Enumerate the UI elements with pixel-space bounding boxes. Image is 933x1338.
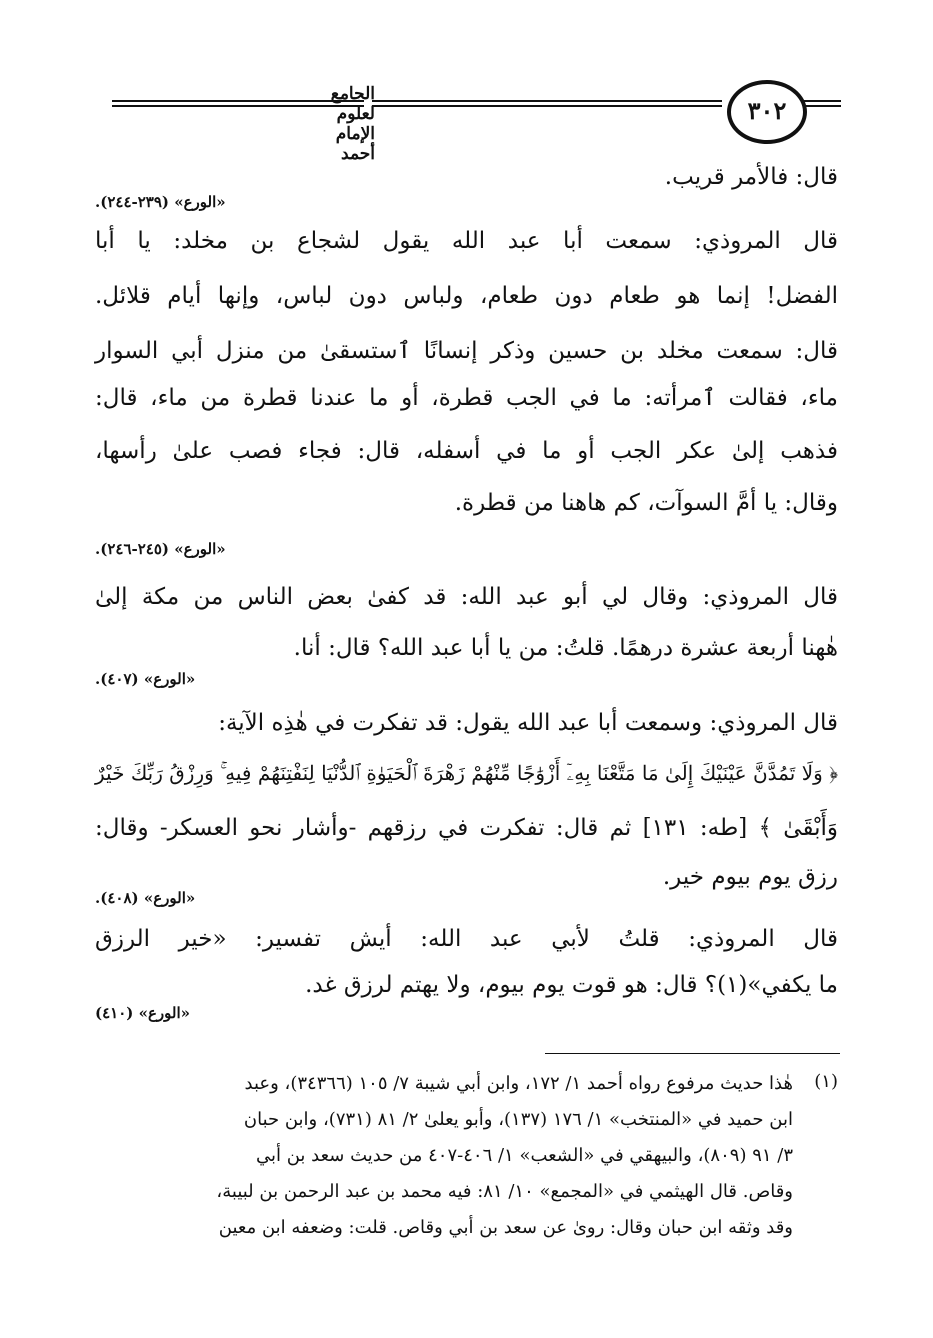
text-line: هٰهنا أربعة عشرة درهمًا. قلتُ: من يا أبا عبد الله؟ قال: أنا. [293, 635, 838, 661]
text-line: وقال: يا أمَّ السوآت، كم هاهنا من قطرة. [454, 490, 838, 516]
header-rule-right [803, 100, 841, 107]
text-line: قال المروذي: وقال لي أبو عبد الله: قد كفىٰ بعض الناس من مكة إلىٰ [95, 584, 838, 610]
header-rule-middle [372, 100, 722, 107]
source-citation: «الورع» (٢٣٩-٢٤٤). [95, 193, 226, 211]
footnote-number: (١) [814, 1071, 838, 1092]
source-citation: «الورع» (٤٠٧). [95, 670, 196, 688]
text-line: قال المروذي: قلتُ لأبي عبد الله: أيش تفسير: «خير الرزق [95, 926, 838, 952]
text-line: وَأَبْقَىٰ ﴾ [طه: ١٣١] ثم قال: تفكرت في رزقهم -وأشار نحو العسكر- وقال: [95, 815, 838, 841]
text-line: رزق يوم بيوم خير. [662, 864, 838, 890]
footnote-separator [545, 1053, 840, 1054]
text-line: فذهب إلىٰ عكر الجب أو ما في أسفله، قال: فجاء فصب علىٰ رأسها، [95, 438, 838, 464]
footnote-line: وقد وثقه ابن حبان وقال: روىٰ عن سعد بن أبي وقاص. قلت: وضعفه ابن معين [218, 1217, 793, 1238]
footnote-line: وقاص. قال الهيثمي في «المجمع» ١٠/ ٨١: فيه محمد بن عبد الرحمن بن لبيبة، [216, 1181, 793, 1202]
header-rule-left [112, 100, 364, 107]
text-line: قال المروذي: سمعت أبا عبد الله يقول لشجاع بن مخلد: يا أبا [95, 228, 838, 254]
footnote-line: هٰذا حديث مرفوع رواه أحمد ١/ ١٧٢، وابن أبي شيبة ٧/ ١٠٥ (٣٤٣٦٦)، وعبد [244, 1073, 793, 1094]
text-line: ما يكفي»(١)؟ قال: هو قوت يوم بيوم، ولا يهتم لرزق غد. [305, 972, 838, 998]
source-citation: «الورع» (٢٤٥-٢٤٦). [95, 540, 226, 558]
book-page: الجامع لعلوم الإمام أحمد ٣٠٢ قال: فالأمر قريب. «الورع» (٢٣٩-٢٤٤). قال المروذي: سمعت أبا عبد الله يقول لشجاع بن مخلد: يا أبا الفضل! إنما هو طعام دون طعام، ولباس دون لباس، وإنها أيام قلائل. قال: سمعت مخلد بن حسين وذكر إنسانًا ٱستسقىٰ من منزل أبي السوار ماء، فقالت ٱمرأته: ما في الجب قطرة، أو ما عندنا قطرة من ماء، قال: فذهب إلىٰ عكر الجب أو ما في أسفله، قال: فجاء فصب علىٰ رأسها، وقال: يا أمَّ السوآت، كم هاهنا من قطرة. «الورع» (٢٤٥-٢٤٦). قال المروذي: وقال لي أبو عبد الله: قد كفىٰ بعض الناس من مكة إلىٰ هٰهنا أربعة عشرة درهمًا. قلتُ: من يا أبا عبد الله؟ قال: أنا. «الورع» (٤٠٧). قال المروذي: وسمعت أبا عبد الله يقول: قد تفكرت في هٰذِه الآية: ﴿ وَلَا تَمُدَّنَّ عَيْنَيْكَ إِلَىٰ مَا مَتَّعْنَا بِهِۦٓ أَزْوَٰجًا مِّنْهُمْ زَهْرَةَ ٱلْحَيَوٰةِ ٱلدُّنْيَا لِنَفْتِنَهُمْ فِيهِ ۚ وَرِزْقُ رَبِّكَ خَيْرٌ وَأَبْقَىٰ ﴾ [طه: ١٣١] ثم قال: تفكرت في رزقهم -وأشار نحو العسكر- وقال: رزق يوم بيوم خير. «الورع» (٤٠٨). قال المروذي: قلتُ لأبي عبد الله: أيش تفسير: «خير الرزق ما يكفي»(١)؟ قال: هو قوت يوم بيوم، ولا يهتم لرزق غد. «الورع» (٤١٠) (١) هٰذا حديث مرفوع رواه أحمد ١/ ١٧٢، وابن أبي شيبة ٧/ ١٠٥ (٣٤٣٦٦)، وعبد ابن حميد في «المنتخب» ١/ ١٧٦ (١٣٧)، وأبو يعلىٰ ٢/ ٨١ (٧٣١)، وابن حبان ٣/ ٩١ (٨٠٩)، والبيهقي في «الشعب» ١/ ٤٠٦-٤٠٧ من حديث سعد بن أبي وقاص. قال الهيثمي في «المجمع» ١٠/ ٨١: فيه محمد بن عبد الرحمن بن لبيبة، وقد وثقه ابن حبان وقال: روىٰ عن سعد بن أبي وقاص. قلت: وضعفه ابن معين [0, 0, 933, 1338]
text-line: ماء، فقالت ٱمرأته: ما في الجب قطرة، أو ما عندنا قطرة من ماء، قال: [95, 385, 838, 411]
text-line: قال: سمعت مخلد بن حسين وذكر إنسانًا ٱستسقىٰ من منزل أبي السوار [95, 338, 838, 364]
source-citation: «الورع» (٤١٠) [95, 1004, 191, 1022]
source-citation: «الورع» (٤٠٨). [95, 889, 196, 907]
text-line: قال: فالأمر قريب. [664, 164, 838, 190]
footnote-line: ابن حميد في «المنتخب» ١/ ١٧٦ (١٣٧)، وأبو يعلىٰ ٢/ ٨١ (٧٣١)، وابن حبان [243, 1109, 793, 1130]
text-line: قال المروذي: وسمعت أبا عبد الله يقول: قد تفكرت في هٰذِه الآية: [218, 710, 838, 736]
quran-verse-line: ﴿ وَلَا تَمُدَّنَّ عَيْنَيْكَ إِلَىٰ مَا مَتَّعْنَا بِهِۦٓ أَزْوَٰجًا مِّنْهُمْ زَهْرَةَ ٱلْحَيَوٰةِ ٱلدُّنْيَا لِنَفْتِنَهُمْ فِيهِ ۚ وَرِزْقُ رَبِّكَ خَيْرٌ [95, 761, 838, 785]
footnote-line: ٣/ ٩١ (٨٠٩)، والبيهقي في «الشعب» ١/ ٤٠٦-٤٠٧ من حديث سعد بن أبي [255, 1145, 793, 1166]
page-number: ٣٠٢ [727, 80, 807, 144]
text-line: الفضل! إنما هو طعام دون طعام، ولباس دون لباس، وإنها أيام قلائل. [95, 283, 838, 309]
